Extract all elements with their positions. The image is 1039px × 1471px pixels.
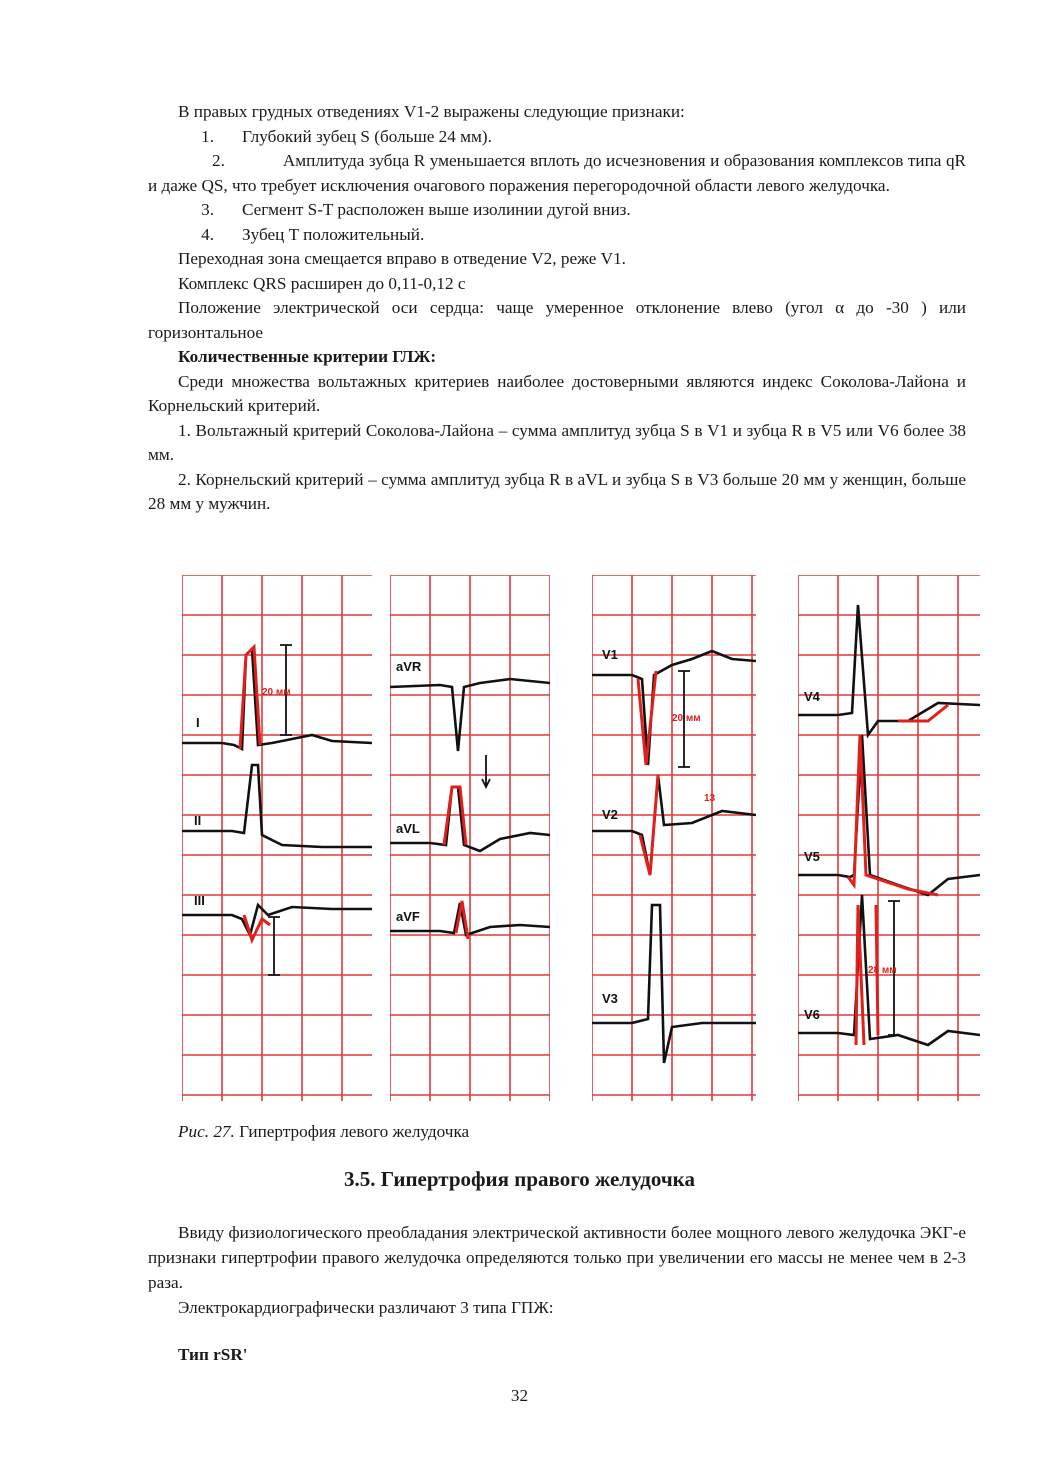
- sign-item: [148, 223, 966, 248]
- list-number: 4.: [201, 224, 214, 244]
- ecg-grid-panel: [798, 575, 980, 1101]
- lead-label: V1: [602, 647, 618, 662]
- annotation-label: 20 мм: [672, 713, 701, 724]
- list-number: 1.: [201, 126, 214, 146]
- quant-heading: Количественные критерии ГЛЖ:: [178, 347, 437, 366]
- list-text: Корнельский критерий – сумма амплитуд зубца R в aVL и зубца S в V3 больше 20 мм у женщин, больше 28 мм у мужчин.: [148, 469, 966, 513]
- text-block-bottom: [148, 1220, 966, 1320]
- criterion-item: [148, 468, 966, 517]
- lead-label: V2: [602, 807, 618, 822]
- ecg-panel-limb: [182, 575, 372, 1101]
- lead-label: V5: [804, 849, 820, 864]
- ecg-figure: [178, 575, 982, 1101]
- ecg-grid-panel: [592, 575, 756, 1101]
- lead-label: III: [194, 893, 205, 908]
- sign-item: [148, 125, 966, 150]
- lead-label: V4: [804, 689, 820, 704]
- ecg-grid-panel: [182, 575, 372, 1101]
- type-heading: Тип rSR': [178, 1345, 248, 1364]
- annotation-label: 13: [704, 793, 716, 804]
- list-text: Глубокий зубец S (больше 24 мм).: [242, 126, 492, 146]
- sign-item: [148, 149, 966, 198]
- list-text: Амплитуда зубца R уменьшается вплоть до исчезновения и образования комплексов типа qR и даже QS, что требует исключения очагового поражения перегородочной области левого желудочка.: [148, 151, 966, 195]
- axis-text: Положение электрической оси сердца: чаще умеренное отклонение влево (угол α до -30 ) или горизонтальное: [148, 298, 966, 342]
- criterion-item: [148, 419, 966, 468]
- list-number: 1.: [178, 420, 191, 440]
- list-number: 2.: [212, 151, 225, 170]
- figure-label: Рис. 27.: [178, 1122, 235, 1141]
- list-text: Вольтажный критерий Соколова-Лайона – сумма амплитуд зубца S в V1 и зубца R в V5 или V6 более 38 мм.: [148, 420, 967, 464]
- list-number: 3.: [201, 200, 214, 219]
- lead-label: V6: [804, 1007, 820, 1022]
- ecg-panel-v1-v3: [592, 575, 756, 1101]
- ecg-grid-panel: [390, 575, 550, 1101]
- ecg-panel-v4-v6: [798, 575, 980, 1101]
- lead-label: I: [196, 715, 200, 730]
- lead-label: II: [194, 813, 202, 828]
- rvh-types: Электрокардиографически различают 3 типа ГПЖ:: [178, 1298, 554, 1317]
- annotation-label: 28 мм: [868, 965, 897, 976]
- page-number: 32: [510, 1386, 529, 1405]
- intro-paragraph: В правых грудных отведениях V1-2 выражены следующие признаки:: [178, 102, 685, 121]
- list-text: Зубец T положительный.: [242, 224, 425, 244]
- transition-zone-text: Переходная зона смещается вправо в отведение V2, реже V1.: [178, 249, 626, 268]
- lead-label: aVF: [396, 909, 420, 924]
- ecg-panel-augmented: [390, 575, 550, 1101]
- figure-caption: [178, 1122, 469, 1142]
- list-number: 2.: [178, 469, 191, 489]
- sign-item: [148, 198, 966, 223]
- figure-title: Гипертрофия левого желудочка: [234, 1122, 470, 1141]
- annotation-label: 20 мм: [262, 687, 291, 698]
- list-text: Сегмент S-T расположен выше изолинии дугой вниз.: [242, 200, 631, 219]
- lead-label: aVL: [396, 821, 420, 836]
- lead-label: V3: [602, 991, 618, 1006]
- qrs-text: Комплекс QRS расширен до 0,11-0,12 с: [178, 273, 466, 293]
- lead-label: aVR: [396, 659, 422, 674]
- quant-intro: Среди множества вольтажных критериев наиболее достоверными являются индекс Соколова-Лайона и Корнельский критерий.: [148, 371, 966, 415]
- text-block-top: [148, 100, 966, 517]
- section-heading: 3.5. Гипертрофия правого желудочка: [344, 1167, 695, 1191]
- rvh-intro: Ввиду физиологического преобладания электрической активности более мощного левого желудочка ЭКГ-е признаки гипертрофии правого желудочка определяются только при увеличении его массы не менее чем в 2-3 раза.: [148, 1223, 966, 1292]
